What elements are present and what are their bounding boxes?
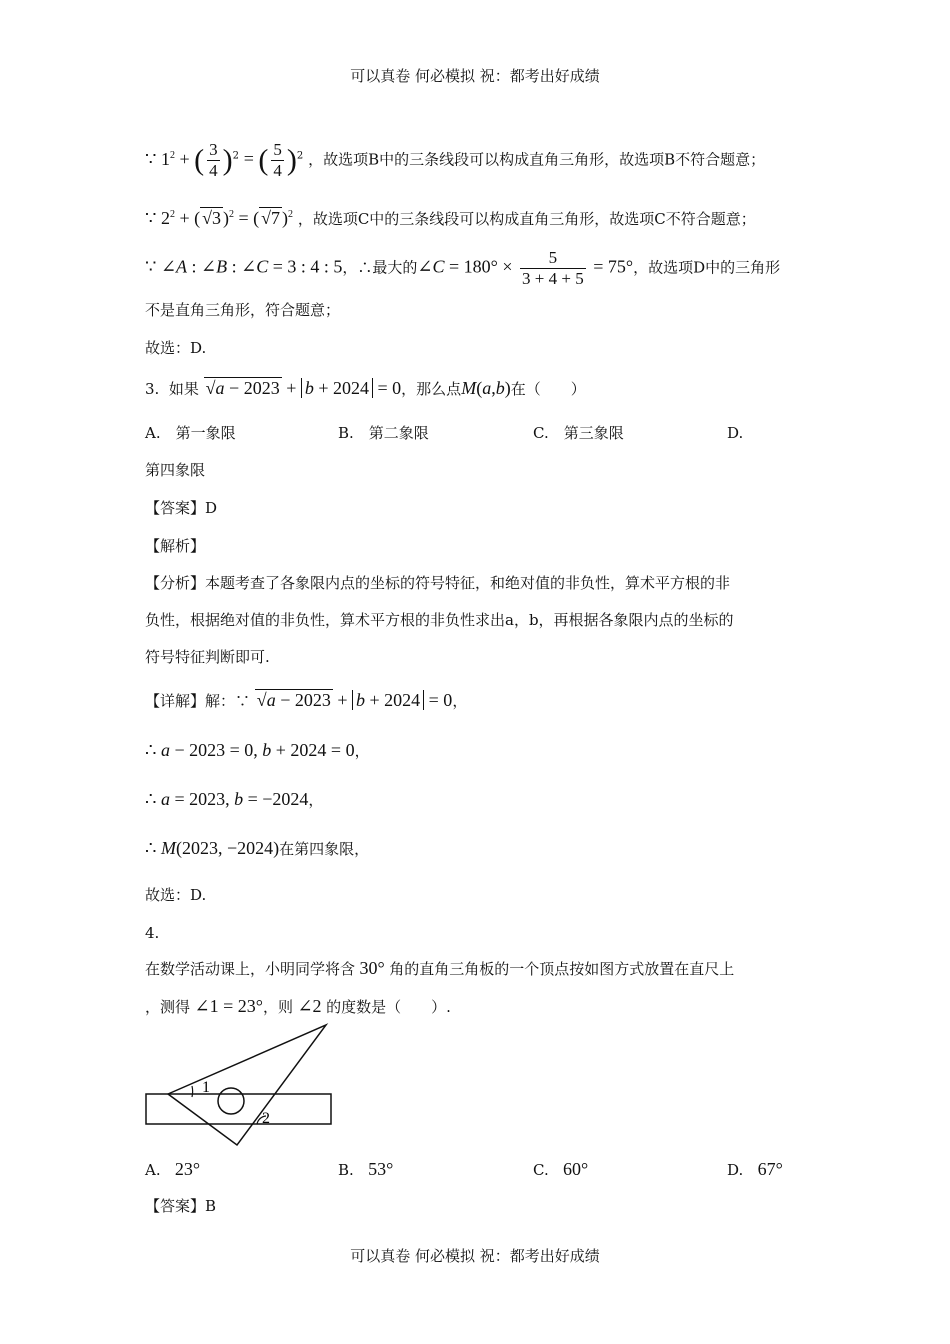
q3-analysis-3: 符号特征判断即可.: [145, 648, 270, 666]
q3-option-a: A. 第一象限: [145, 424, 236, 442]
q3-option-b: B. 第二象限: [338, 424, 429, 442]
set-square: [168, 1025, 326, 1145]
page-footer: 可以真卷 何必模拟 祝：都考出好成绩: [350, 1247, 600, 1265]
q3-detail: 【详解】解：∵ √a − 2023 + b + 2024 = 0，: [145, 690, 468, 710]
q4-option-d: D. 67°: [727, 1159, 783, 1179]
q4-stem-2: ，测得 ∠1 = 23°，则 ∠2 的度数是（ ）.: [145, 996, 451, 1016]
q3-analysis-2: 负性，根据绝对值的非负性，算术平方根的非负性求出a，b，再根据各象限内点的坐标的: [145, 611, 734, 629]
angle-2-label: 2: [262, 1110, 270, 1127]
option-d-reason: ∵ ∠A : ∠B : ∠C = 3 : 4 : 5，∴最大的∠C = 180° × $\frac{5}{3 + 4 + 5}$ = 75°，故选项D中的三角形: [145, 248, 781, 288]
q3-analysis-1: 【分析】本题考查了各象限内点的坐标的符号特征，和绝对值的非负性，算术平方根的非: [145, 574, 731, 592]
angle-1-arc: [192, 1086, 193, 1097]
q4-option-a: A. 23°: [145, 1159, 201, 1179]
ruler-triangle-figure: [140, 1020, 340, 1150]
q3-option-d-wrap: 第四象限: [145, 461, 206, 479]
q3-answer: 【答案】D: [145, 499, 218, 517]
q4-stem-1: 在数学活动课上，小明同学将含 30° 角的直角三角板的一个顶点按如图方式放置在直尺上: [145, 958, 735, 978]
q3-option-d: D.: [727, 424, 744, 442]
option-c-reason: ∵ $2^2$ + ( √3 )$^2$ = ( √7 )$^2$ ，故选项C中的三条线段可以构成直角三角形，故选项C不符合题意；: [145, 208, 756, 228]
set-square-hole: [218, 1088, 244, 1114]
q4-option-c: C. 60°: [533, 1159, 589, 1179]
angle-1-label: 1: [202, 1079, 210, 1096]
page-header: 可以真卷 何必模拟 祝：都考出好成绩: [350, 67, 600, 85]
option-d-reason-cont: 不是直角三角形，符合题意；: [145, 301, 341, 319]
q3-analysis-title: 【解析】: [145, 537, 206, 555]
q3-stem: 3. 如果 √a − 2023 + b + 2024 = 0，那么点M(a,b)在（ ）: [145, 378, 586, 398]
q3-option-c: C. 第三象限: [533, 424, 624, 442]
q3-step-3: ∴ M(2023, −2024)在第四象限，: [145, 838, 370, 858]
q4-number: 4.: [145, 924, 160, 942]
option-b-reason: ∵ $1^2$ + ( $\frac{3}{4}$ )$^2$ = ( $\frac{5}{4}$ )$^2$ ，故选项B中的三条线段可以构成直角三角形，故选项B不符合题意；: [145, 140, 766, 180]
q4-answer: 【答案】B: [145, 1197, 217, 1215]
q3-step-2: ∴ a = 2023, b = −2024，: [145, 789, 324, 809]
choose-line-1: 故选：D.: [145, 339, 207, 357]
q4-option-b: B. 53°: [338, 1159, 394, 1179]
q3-step-1: ∴ a − 2023 = 0, b + 2024 = 0，: [145, 740, 370, 760]
choose-line-2: 故选：D.: [145, 886, 207, 904]
